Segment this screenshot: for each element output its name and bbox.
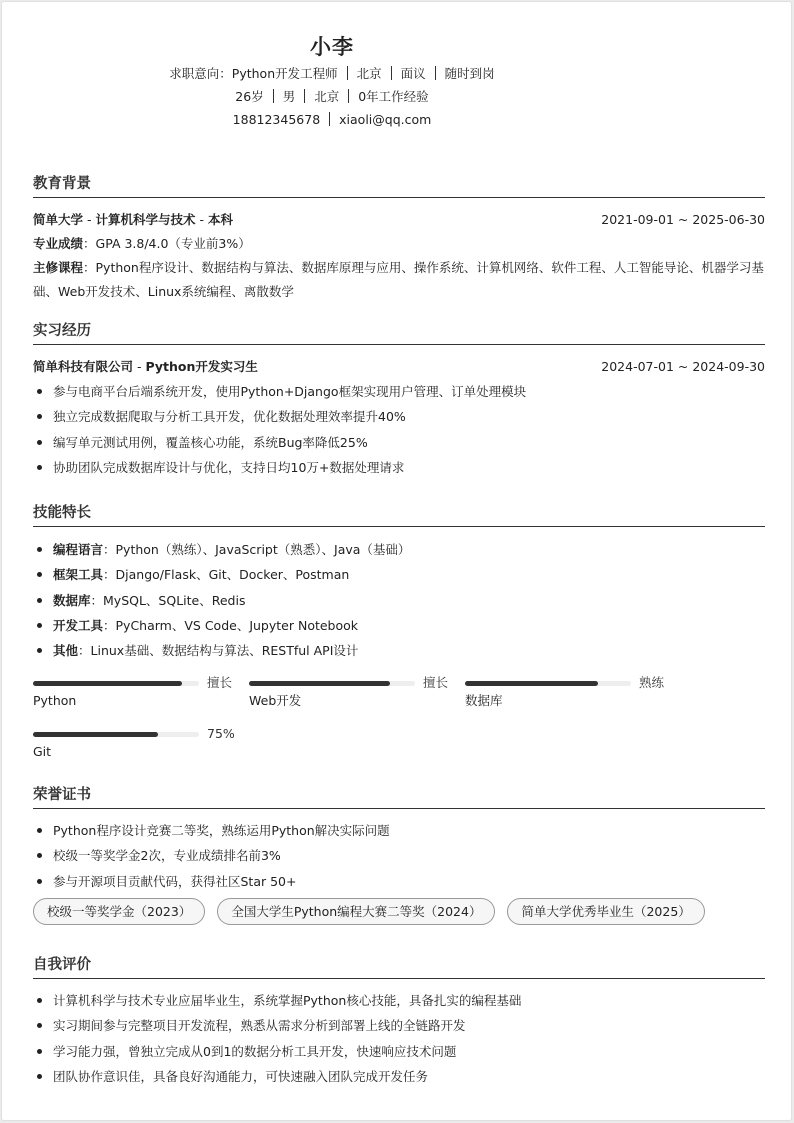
skill-category-label: 编程语言: [53, 542, 104, 557]
honor-tags: [33, 898, 765, 928]
list-item: 团队协作意识佳，具备良好沟通能力，可快速融入团队完成开发任务: [33, 1064, 765, 1089]
skill-level: 擅长: [423, 675, 449, 691]
section-title: 教育背景: [33, 173, 765, 198]
skill-category-value: ：Linux基础、数据结构与算法、RESTful API设计: [78, 643, 359, 659]
separator: [329, 112, 330, 126]
city: 北京: [314, 89, 340, 104]
school-name: 简单大学: [33, 212, 84, 227]
progress-fill: [33, 732, 158, 737]
skill-level: 擅长: [207, 675, 233, 691]
skill-level: 熟练: [639, 675, 665, 691]
separator: [304, 89, 305, 103]
list-item: [33, 613, 765, 638]
list-item: [33, 588, 765, 613]
internship-bullets: [33, 379, 765, 480]
separator: [391, 66, 392, 80]
progress-track: [465, 681, 631, 686]
separator: [348, 89, 349, 103]
skill-name: Web开发: [249, 693, 302, 709]
candidate-name: 小李: [310, 35, 354, 59]
honors-bullets: [33, 818, 765, 894]
job-intent-line: [2, 62, 662, 85]
list-item: Python程序设计竞赛二等奖，熟练运用Python解决实际问题: [33, 818, 765, 843]
gender: 男: [282, 89, 296, 104]
skill-bar-web: [249, 673, 449, 718]
skill-category-label: 其他: [53, 643, 79, 659]
education-dates: 2021-09-01 ~ 2025-06-30: [601, 212, 765, 227]
major: 计算机科学与技术: [95, 212, 196, 227]
skill-bar-database: [465, 673, 665, 718]
job-role: Python开发实习生: [145, 359, 258, 374]
skill-category-value: ：MySQL、SQLite、Redis: [90, 592, 246, 608]
separator: [347, 66, 348, 80]
list-item: [33, 638, 765, 663]
list-item: 参与开源项目贡献代码，获得社区Star 50+: [33, 869, 765, 894]
dash: -: [133, 359, 146, 374]
resume-page: [1, 1, 792, 1121]
honor-tag: 全国大学生Python编程大赛二等奖（2024）: [217, 898, 495, 925]
list-item: [33, 562, 765, 587]
separator: [273, 89, 274, 103]
skills-section: [33, 502, 765, 783]
honors-section: [33, 784, 765, 928]
dash: -: [195, 212, 208, 227]
skill-category-label: 开发工具: [53, 617, 104, 633]
separator: [435, 66, 436, 80]
basic-info-line: [2, 85, 662, 108]
self-evaluation-section: [33, 954, 765, 1089]
skill-category-value: ：Python（熟练）、JavaScript（熟悉）、Java（基础）: [103, 542, 411, 557]
list-item: 计算机科学与技术专业应届毕业生，系统掌握Python核心技能，具备扎实的编程基础: [33, 988, 765, 1013]
progress-track: [33, 732, 199, 737]
section-title: 技能特长: [33, 502, 765, 527]
gpa-value: ：GPA 3.8/4.0（专业前3%）: [83, 236, 251, 251]
experience-years: 0年工作经验: [358, 89, 429, 104]
list-item: 独立完成数据爬取与分析工具开发，优化数据处理效率提升40%: [33, 404, 765, 429]
skills-bullets: [33, 537, 765, 663]
internship-dates: 2024-07-01 ~ 2024-09-30: [601, 359, 765, 374]
education-header-row: [33, 207, 765, 232]
degree: 本科: [207, 212, 233, 227]
honor-tag: 简单大学优秀毕业生（2025）: [507, 898, 704, 925]
list-item: 实习期间参与完整项目开发流程，熟悉从需求分析到部署上线的全链路开发: [33, 1013, 765, 1038]
skill-bar-git: [33, 724, 233, 769]
skill-bars: [33, 673, 765, 783]
age: 26岁: [235, 89, 264, 104]
section-title: 荣誉证书: [33, 784, 765, 809]
contact-line: [2, 108, 662, 131]
honor-tag: 校级一等奖学金（2023）: [33, 898, 205, 925]
skill-category-label: 数据库: [53, 592, 91, 608]
list-item: [33, 537, 765, 562]
email: xiaoli@qq.com: [339, 112, 432, 127]
internship-header-row: [33, 354, 765, 379]
resume-header: [2, 32, 662, 131]
internship-section: [33, 320, 765, 480]
skill-category-value: ：Django/Flask、Git、Docker、Postman: [103, 567, 350, 583]
skill-name: Python: [33, 693, 77, 709]
courses-label: 主修课程: [33, 260, 84, 275]
dash: -: [83, 212, 96, 227]
skill-name: Git: [33, 744, 52, 760]
skill-category-value: ：PyCharm、VS Code、Jupyter Notebook: [103, 617, 359, 633]
progress-track: [249, 681, 415, 686]
courses-value: ：Python程序设计、数据结构与算法、数据库原理与应用、操作系统、计算机网络、软件工程、人工智能导论、机器学习基础、Web开发技术、Linux系统编程、离散数学: [33, 260, 764, 299]
skill-category-label: 框架工具: [53, 567, 104, 583]
phone: 18812345678: [232, 112, 321, 127]
list-item: 学习能力强，曾独立完成从0到1的数据分析工具开发，快速响应技术问题: [33, 1039, 765, 1064]
progress-fill: [465, 681, 598, 686]
progress-fill: [249, 681, 390, 686]
self-evaluation-bullets: [33, 988, 765, 1089]
progress-track: [33, 681, 199, 686]
section-title: 实习经历: [33, 320, 765, 345]
section-title: 自我评价: [33, 954, 765, 979]
intent-availability: 随时到岗: [444, 66, 495, 81]
list-item: 编写单元测试用例，覆盖核心功能，系统Bug率降低25%: [33, 430, 765, 455]
courses-line: [33, 256, 765, 304]
list-item: 协助团队完成数据库设计与优化，支持日均10万+数据处理请求: [33, 455, 765, 480]
company-name: 简单科技有限公司: [33, 359, 134, 374]
education-section: [33, 173, 765, 304]
list-item: 参与电商平台后端系统开发，使用Python+Django框架实现用户管理、订单处理模块: [33, 379, 765, 404]
intent-salary: 面议: [400, 66, 426, 81]
gpa-label: 专业成绩: [33, 236, 84, 251]
skill-name: 数据库: [465, 693, 503, 709]
skill-bar-python: [33, 673, 233, 718]
skill-level: 75%: [207, 726, 235, 742]
gpa-line: [33, 232, 765, 256]
job-intent: 求职意向：Python开发工程师: [169, 66, 338, 81]
list-item: 校级一等奖学金2次，专业成绩排名前3%: [33, 843, 765, 868]
progress-fill: [33, 681, 182, 686]
intent-city: 北京: [356, 66, 382, 81]
